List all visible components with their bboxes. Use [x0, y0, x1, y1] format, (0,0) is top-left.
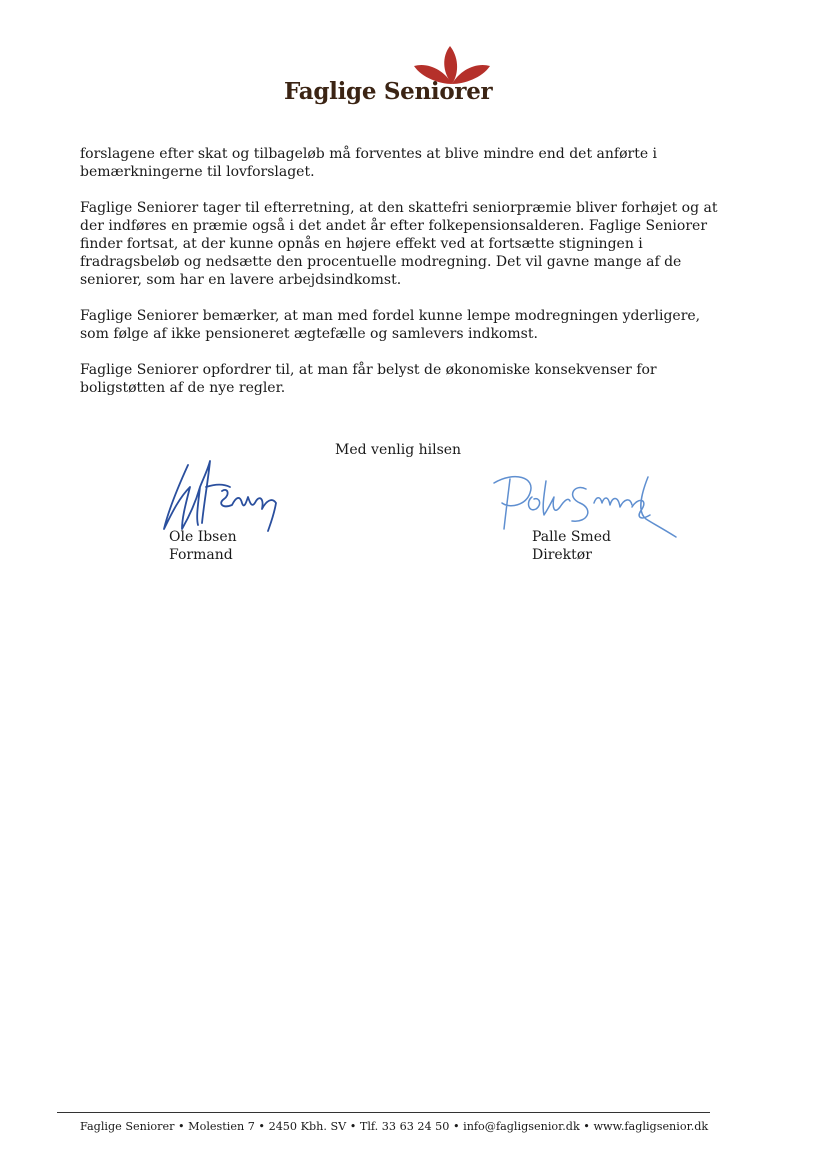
signer-right — [532, 528, 611, 564]
signer-left — [169, 528, 237, 564]
signer-title: Formand — [169, 547, 233, 563]
logo — [284, 44, 524, 108]
footer-contact: Faglige Seniorer • Molestien 7 • 2450 Kbh. SV • Tlf. 33 63 24 50 • info@fagligsenior.dk • www.fagligsenior.dk — [80, 1120, 709, 1133]
footer-divider — [57, 1112, 710, 1113]
paragraph: Faglige Seniorer tager til efterretning, at den skattefri seniorpræmie bliver forhøjet og at der indføres en præmie også i det andet år efter folkepensionsalderen. Faglige Seniorer finder fortsat, at der kunne opnås en højere effekt ved at fortsætte stigningen i fradragsbeløb og nedsætte den procentuelle modregning. Det vil gavne mange af de seniorer, som har en lavere arbejdsindkomst. — [80, 200, 718, 288]
paragraph: forslagene efter skat og tilbageløb må forventes at blive mindre end det anførte i bemærkningerne til lovforslaget. — [80, 146, 658, 180]
logo-text: Faglige Seniorer — [284, 78, 493, 105]
signature-ole-ibsen — [160, 457, 290, 537]
paragraph: Faglige Seniorer bemærker, at man med fordel kunne lempe modregningen yderligere, som følge af ikke pensioneret ægtefælle og samlevers indkomst. — [80, 308, 701, 342]
signer-title: Direktør — [532, 547, 592, 563]
letter-body — [80, 145, 730, 415]
signer-name: Ole Ibsen — [169, 529, 237, 545]
closing-salutation: Med venlig hilsen — [335, 442, 462, 458]
signer-name: Palle Smed — [532, 529, 611, 545]
paragraph: Faglige Seniorer opfordrer til, at man får belyst de økonomiske konsekvenser for boligstøtten af de nye regler. — [80, 362, 657, 396]
